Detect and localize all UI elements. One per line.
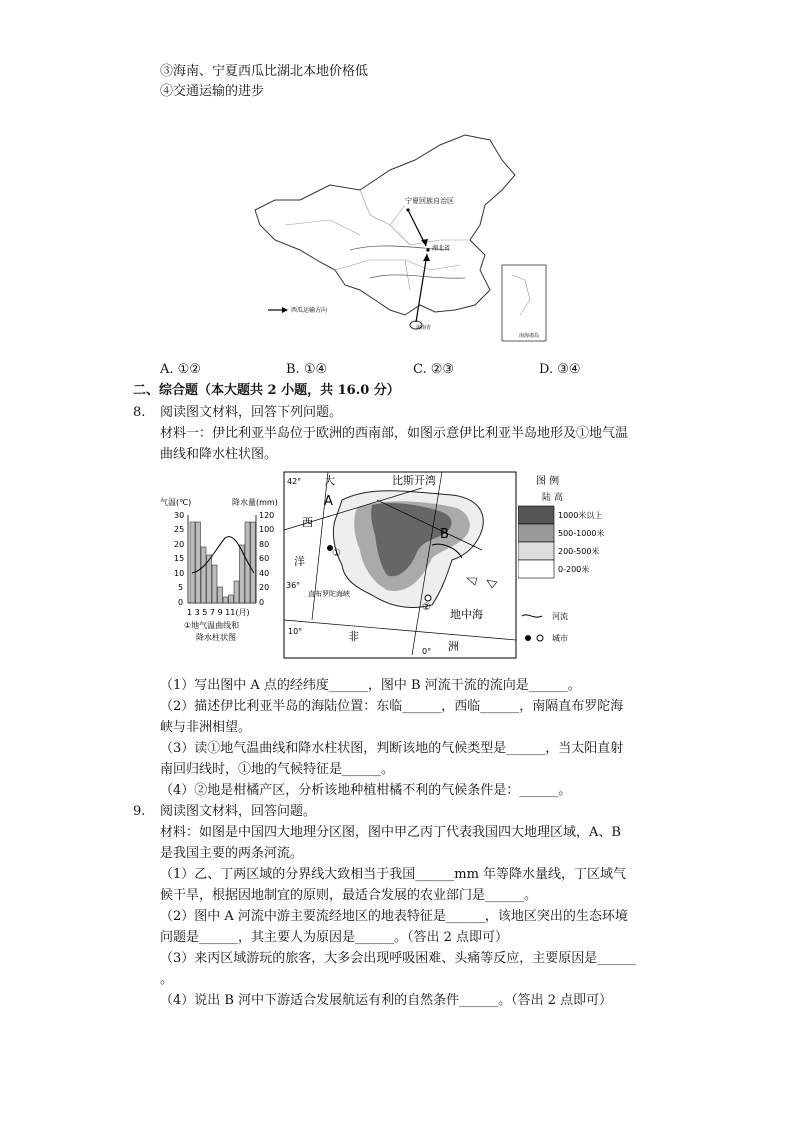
q9-sub4: （4）说出 B 河中下游适合发展航运有利的自然条件______。（答出 2 点即可） [160,993,613,1008]
svg-text:80: 80 [259,540,270,549]
legend-item-1: 1000米以上 [558,511,603,520]
svg-text:30: 30 [174,511,185,520]
label-ningxia: 宁夏回族自治区 [405,197,454,205]
q9-material-line2: 是我国主要的两条河流。 [160,846,304,861]
precip-axis-label: 降水量(mm) [232,498,278,507]
q9-intro: 阅读图文材料，回答问题。 [160,804,317,819]
svg-text:15: 15 [174,554,185,563]
q8-sub3-line1: （3）读①地气温曲线和降水柱状图，判断该地的气候类型是______，当太阳直射 [160,741,624,756]
svg-text:20: 20 [174,540,185,549]
section-heading: 二、综合题（本大题共 2 小题，共 16.0 分） [133,383,400,398]
point-b: B [440,527,449,542]
svg-text:40: 40 [259,569,270,578]
q8-sub1: （1）写出图中 A 点的经纬度______，图中 B 河流干流的流向是______。 [160,678,581,693]
ocean-label-1: 大 [324,474,335,487]
q7-option-4: ④交通运输的进步 [160,84,265,99]
q9-sub3-line2: 。 [160,972,174,987]
svg-text:5: 5 [178,583,184,592]
q7-choice-b[interactable]: B. ①④ [286,362,328,377]
svg-text:120: 120 [259,511,275,520]
legend-title: 图 例 [536,476,560,487]
temp-axis-label: 气温(℃) [160,498,192,507]
label-hainan: 海南省 [416,325,432,331]
svg-text:25: 25 [174,525,185,534]
q9-sub1-line1: （1）乙、丁两区域的分界线大致相当于我国______mm 年等降水量线，丁区域气 [160,867,627,882]
bay-label: 比斯开湾 [392,474,436,487]
label-inset: 南海诸岛 [519,333,540,339]
legend-river: 河流 [552,612,568,621]
africa-label-1: 非 [348,630,359,643]
svg-text:10: 10 [174,569,185,578]
lon-10: 10° [288,627,303,636]
ocean-label-2: 西 [302,516,313,529]
q9-number: 9. [133,804,146,819]
q7-option-3: ③海南、宁夏西瓜比湖北本地价格低 [160,64,369,79]
svg-text:0: 0 [178,598,184,607]
mark-1: ① [332,548,341,559]
climate-chart [160,495,285,645]
q7-choice-d[interactable]: D. ③④ [539,362,581,377]
q9-sub2-line1: （2）图中 A 河流中游主要流经地区的地表特征是______，该地区突出的生态环境 [160,909,628,924]
q8-sub3-line2: 南回归线时，①地的气候特征是______。 [160,762,395,777]
climate-caption-1: ①地气温曲线和 [184,621,240,630]
q8-intro: 阅读图文材料，回答下列问题。 [160,405,343,420]
ocean-label-3: 洋 [294,555,305,568]
q8-sub2-line2: 峡与非洲相望。 [160,720,252,735]
legend-city: 城市 [552,634,568,643]
strait-label: 直布罗陀海峡 [308,590,350,598]
q8-sub4: （4）②地是柑橘产区，分析该地种植柑橘不利的气候条件是：______。 [160,783,572,798]
africa-label-2: 洲 [448,640,459,653]
q8-sub2-line1: （2）描述伊比利亚半岛的海陆位置：东临______，西临______，南隔直布罗陀海 [160,699,624,714]
legend-item-4: 0-200米 [558,565,590,574]
sea-label: 地中海 [450,608,483,621]
q9-material-line1: 材料：如图是中国四大地理分区图，图中甲乙丙丁代表我国四大地理区域，A、B [160,825,621,840]
legend-watermelon: 西瓜运输方向 [291,307,328,314]
iberia-legend [518,470,618,650]
q9-sub1-line2: 候干旱，根据因地制宜的原则，最适合发展的农业部门是______。 [160,888,538,903]
lat-42: 42° [287,477,302,486]
q8-material-line1: 材料一：伊比利亚半岛位于欧洲的西南部，如图示意伊比利亚半岛地形及①地气温 [160,426,629,441]
svg-text:60: 60 [259,554,270,563]
climate-caption-2: 降水柱状图 [196,633,236,642]
month-axis-ticks: 1 3 5 7 9 11(月) [187,608,250,617]
iberia-map [282,470,518,660]
lat-36: 36° [286,581,301,590]
q8-number: 8. [133,405,146,420]
lon-0: 0° [422,647,432,656]
mark-2: ② [422,602,431,613]
china-watermelon-map [240,130,560,345]
label-hubei: 湖北省 [432,245,451,252]
q9-sub3-line1: （3）来丙区域游玩的旅客，大多会出现呼吸困难、头痛等反应，主要原因是______ [160,951,637,966]
legend-subtitle: 陆 高 [542,493,563,503]
legend-item-3: 200-500米 [558,547,600,556]
svg-text:20: 20 [259,583,270,592]
svg-text:0: 0 [259,598,265,607]
q7-choice-c[interactable]: C. ②③ [413,362,455,377]
point-a: A [324,494,333,509]
svg-text:100: 100 [259,525,275,534]
q7-choice-a[interactable]: A. ①② [160,362,201,377]
q8-material-line2: 曲线和降水柱状图。 [160,447,278,462]
q9-sub2-line2: 问题是______，其主要人为原因是______。（答出 2 点即可） [160,930,509,945]
legend-item-2: 500-1000米 [558,529,605,538]
